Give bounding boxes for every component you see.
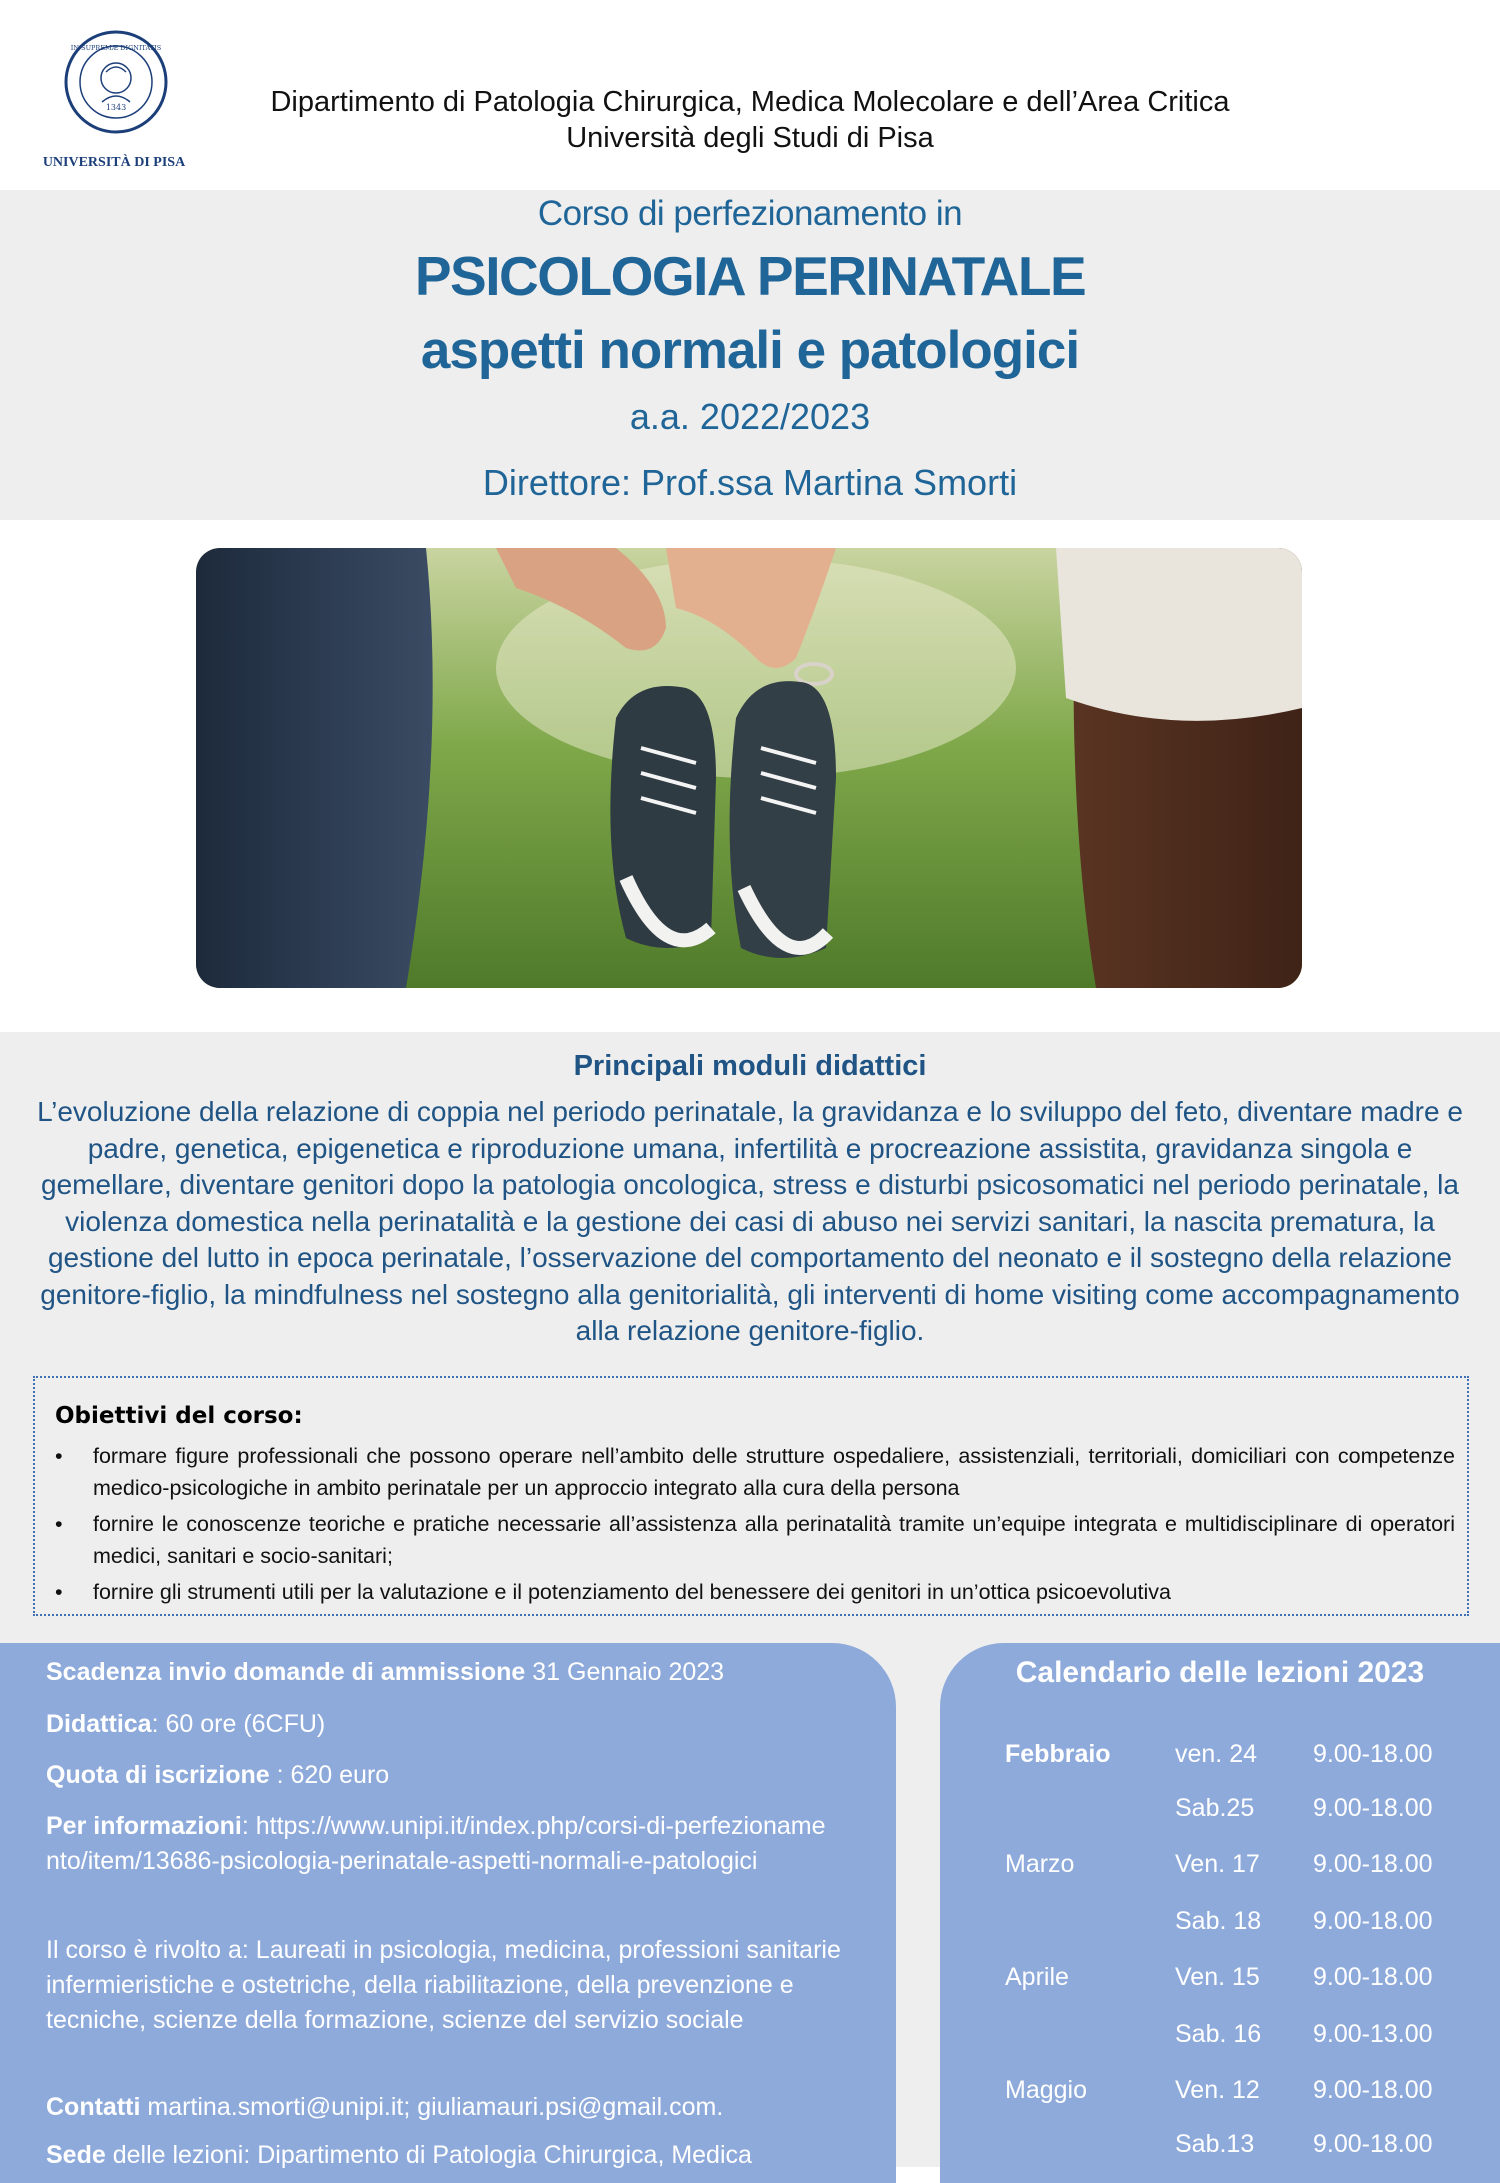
calendar-day: Ven. 17 bbox=[1175, 1850, 1260, 1878]
calendar-time: 9.00-18.00 bbox=[1313, 2076, 1433, 2104]
calendar-time: 9.00-18.00 bbox=[1313, 1794, 1433, 1822]
calendar-time: 9.00-18.00 bbox=[1313, 1907, 1433, 1935]
department-header bbox=[220, 84, 1280, 156]
objective-text: fornire gli strumenti utili per la valutazione e il potenziamento del benessere dei genitori in un’ottica psicoevolutiva bbox=[93, 1580, 1171, 1604]
objective-item bbox=[55, 1576, 1455, 1608]
university-logo bbox=[14, 22, 214, 172]
course-director: Direttore: Prof.ssa Martina Smorti bbox=[482, 462, 1018, 503]
info-link[interactable]: Per informazioni: https://www.unipi.it/index.php/corsi-di-perfezionamento/item/13686-psicologia-perinatale-aspetti-normali-e-patologici bbox=[46, 1812, 826, 1875]
svg-text:1343: 1343 bbox=[105, 103, 127, 112]
calendar-day: Ven. 12 bbox=[1175, 2076, 1260, 2104]
venue: Sede delle lezioni: Dipartimento di Patologia Chirurgica, Medica bbox=[46, 2141, 752, 2169]
calendar-day: ven. 24 bbox=[1175, 1740, 1258, 1768]
contacts[interactable]: Contatti martina.smorti@unipi.it; giuliamauri.psi@gmail.com. bbox=[46, 2093, 724, 2121]
calendar-day: Sab. 16 bbox=[1175, 2020, 1262, 2048]
objectives-heading: Obiettivi del corso: bbox=[55, 1403, 303, 1429]
calendar-month: Aprile bbox=[1005, 1963, 1069, 1991]
modules-heading: Principali moduli didattici bbox=[573, 1050, 927, 1082]
svg-text:UNIVERSITÀ DI PISA: UNIVERSITÀ DI PISA bbox=[42, 155, 186, 170]
calendar-time: 9.00-18.00 bbox=[1313, 1850, 1433, 1878]
calendar-month: Marzo bbox=[1005, 1850, 1075, 1878]
hero-photo bbox=[196, 548, 1302, 988]
objective-item bbox=[55, 1508, 1455, 1572]
calendar-time: 9.00-13.00 bbox=[1313, 2020, 1433, 2048]
calendar-day: Ven. 15 bbox=[1175, 1963, 1260, 1991]
calendar-month: Maggio bbox=[1005, 2076, 1087, 2104]
course-title: PSICOLOGIA PERINATALE bbox=[414, 245, 1086, 307]
calendar-time: 9.00-18.00 bbox=[1313, 1963, 1433, 1991]
bullet: • bbox=[55, 1580, 63, 1604]
deadline: Scadenza invio domande di ammissione 31 Gennaio 2023 bbox=[46, 1658, 725, 1686]
didactics: Didattica: 60 ore (6CFU) bbox=[46, 1710, 326, 1738]
calendar-month: Febbraio bbox=[1005, 1740, 1111, 1768]
audience: Il corso è rivolto a: Laureati in psicologia, medicina, professioni sanitarie infermieristiche e ostetriche, della riabilitazione, della prevenzione e tecniche, scienze della formazione, scienze del servizio sociale bbox=[46, 1936, 841, 2034]
academic-year: a.a. 2022/2023 bbox=[629, 396, 871, 437]
calendar-time: 9.00-18.00 bbox=[1313, 1740, 1433, 1768]
objective-text: fornire le conoscenze teoriche e pratiche necessarie all’assistenza alla perinatalità tramite un’equipe integrata e multidisciplinare di operatori medici, sanitari e socio-sanitari; bbox=[93, 1512, 1455, 1568]
calendar-day: Sab.13 bbox=[1175, 2130, 1255, 2158]
course-intro: Corso di perfezionamento in bbox=[537, 194, 963, 233]
university-name: Università degli Studi di Pisa bbox=[566, 122, 934, 154]
calendar-day: Sab. 18 bbox=[1175, 1907, 1262, 1935]
objective-text: formare figure professionali che possono operare nell’ambito delle strutture ospedaliere, assistenziali, territoriali, domiciliari con competenze medico-psicologiche in ambito perinatale per un approccio integrato alla cura della persona bbox=[93, 1444, 1455, 1500]
bullet: • bbox=[55, 1444, 63, 1468]
fee: Quota di iscrizione : 620 euro bbox=[46, 1761, 390, 1789]
objective-item bbox=[55, 1440, 1455, 1504]
calendar-title: Calendario delle lezioni 2023 bbox=[1015, 1656, 1425, 1689]
calendar-time: 9.00-18.00 bbox=[1313, 2130, 1433, 2158]
course-subtitle: aspetti normali e patologici bbox=[420, 321, 1080, 380]
calendar-day: Sab.25 bbox=[1175, 1794, 1255, 1822]
bullet: • bbox=[55, 1512, 63, 1536]
department-name: Dipartimento di Patologia Chirurgica, Medica Molecolare e dell’Area Critica bbox=[270, 86, 1230, 118]
modules-text: L’evoluzione della relazione di coppia nel periodo perinatale, la gravidanza e lo sviluppo del feto, diventare madre e padre, genetica, epigenetica e riproduzione umana, infertilità e procreazione assistita, gravidanza singola e gemellare, diventare genitori dopo la patologia oncologica, stress e disturbi psicosomatici nel periodo perinatale, la violenza domestica nella perinatalità e la gestione dei casi di abuso nei servizi sanitari, la nascita prematura, la gestione del lutto in epoca perinatale, l’osservazione del comportamento del neonato e il sostegno della relazione genitore-figlio, la mindfulness nel sostegno alla genitorialità, gli interventi di home visiting come accompagnamento alla relazione genitore-figlio. bbox=[37, 1096, 1463, 1346]
svg-text:IN SUPREMÆ DIGNITATIS: IN SUPREMÆ DIGNITATIS bbox=[70, 44, 162, 52]
